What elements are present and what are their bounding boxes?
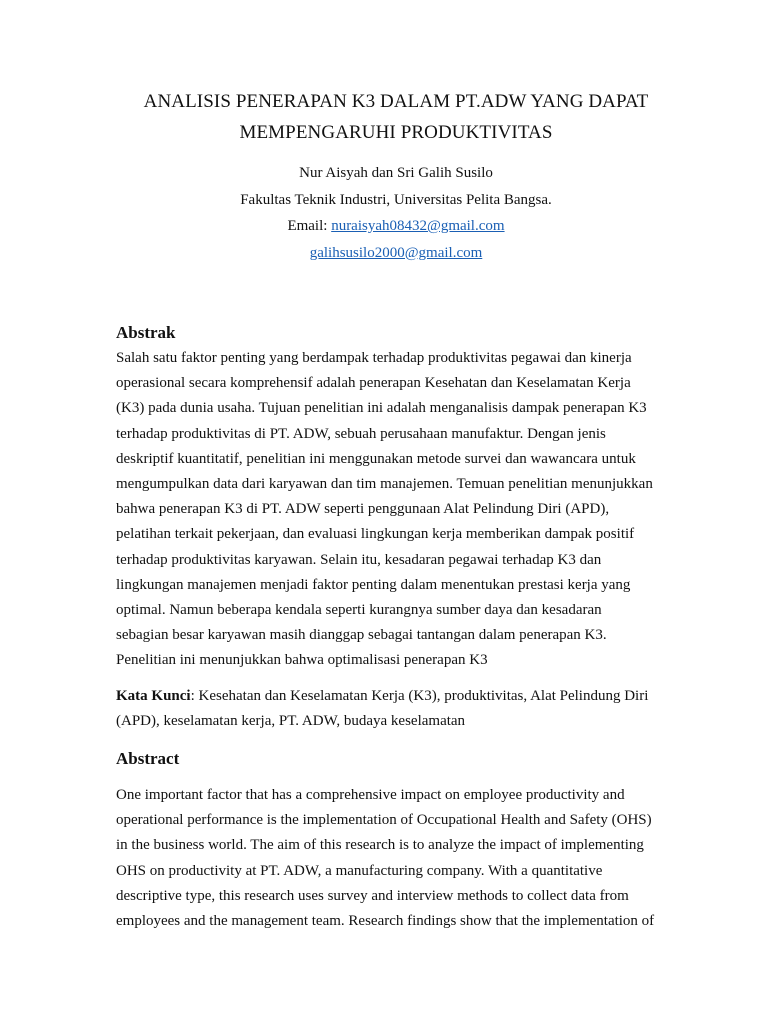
- abstrak-line: sebagian besar karyawan masih dianggap sebagai tantangan dalam penerapan K3.: [116, 627, 607, 644]
- abstrak-line: deskriptif kuantitatif, penelitian ini menggunakan metode survei dan wawancara untuk: [116, 450, 636, 467]
- abstract-heading: Abstract: [116, 749, 180, 768]
- abstrak-line: terhadap produktivitas di PT. ADW, sebuah perusahaan manufaktur. Dengan jenis: [116, 425, 606, 442]
- abstrak-line: (K3) pada dunia usaha. Tujuan penelitian ini adalah menganalisis dampak penerapan K3: [116, 400, 647, 417]
- paper-title: [96, 86, 696, 148]
- abstrak-line: optimal. Namun beberapa kendala seperti kurangnya sumber daya dan kesadaran: [116, 602, 602, 619]
- keywords-line-1: [116, 684, 676, 709]
- title-line-1: ANALISIS PENERAPAN K3 DALAM PT.ADW YANG DAPAT: [143, 91, 649, 112]
- keywords-text: : Kesehatan dan Keselamatan Kerja (K3), produktivitas, Alat Pelindung Diri: [190, 688, 649, 704]
- email-label: Email:: [287, 218, 332, 234]
- abstract-line: in the business world. The aim of this research is to analyze the impact of implementing: [116, 837, 644, 854]
- email-link-1[interactable]: nuraisyah08432@gmail.com: [331, 218, 505, 234]
- abstrak-heading: Abstrak: [116, 323, 176, 342]
- abstract-line: employees and the management team. Research findings show that the implementation of: [116, 913, 655, 930]
- abstract-line: descriptive type, this research uses survey and interview methods to collect data from: [116, 887, 629, 904]
- abstrak-line: bahwa penerapan K3 di PT. ADW seperti penggunaan Alat Pelindung Diri (APD),: [116, 501, 610, 518]
- email-line-2: [96, 240, 696, 267]
- abstrak-line: terhadap produktivitas karyawan. Selain itu, kesadaran pegawai terhadap K3 dan: [116, 551, 602, 568]
- affiliation: Fakultas Teknik Industri, Universitas Pelita Bangsa.: [240, 191, 552, 208]
- author-names: Nur Aisyah dan Sri Galih Susilo: [299, 165, 493, 181]
- email-link-2[interactable]: galihsusilo2000@gmail.com: [309, 244, 483, 261]
- abstrak-line: operasional secara komprehensif adalah penerapan Kesehatan dan Keselamatan Kerja: [116, 375, 631, 392]
- keywords-label: Kata Kunci: [116, 688, 191, 704]
- keywords-block: [116, 684, 676, 734]
- abstrak-line: mengumpulkan data dari karyawan dan tim manajemen. Temuan penelitian menunjukkan: [116, 476, 653, 493]
- email-line: [96, 213, 696, 240]
- author-block: [96, 160, 696, 266]
- abstrak-line: Salah satu faktor penting yang berdampak terhadap produktivitas pegawai dan kinerja: [116, 350, 632, 366]
- abstract-line: OHS on productivity at PT. ADW, a manufacturing company. With a quantitative: [116, 862, 603, 879]
- abstract-line: operational performance is the implementation of Occupational Health and Safety (OHS): [116, 812, 652, 829]
- abstract-line: One important factor that has a comprehensive impact on employee productivity and: [116, 787, 625, 803]
- abstract-body: [116, 783, 676, 934]
- abstrak-line: Penelitian ini menunjukkan bahwa optimalisasi penerapan K3: [116, 652, 488, 669]
- abstrak-line: pelatihan terkait pekerjaan, dan evaluasi lingkungan kerja memberikan dampak positif: [116, 526, 635, 543]
- keywords-line-2: (APD), keselamatan kerja, PT. ADW, budaya keselamatan: [116, 713, 466, 730]
- title-line-2: MEMPENGARUHI PRODUKTIVITAS: [239, 122, 553, 143]
- abstrak-line: lingkungan manajemen menjadi faktor penting dalam menentukan prestasi kerja yang: [116, 576, 631, 593]
- abstrak-body: [116, 346, 676, 674]
